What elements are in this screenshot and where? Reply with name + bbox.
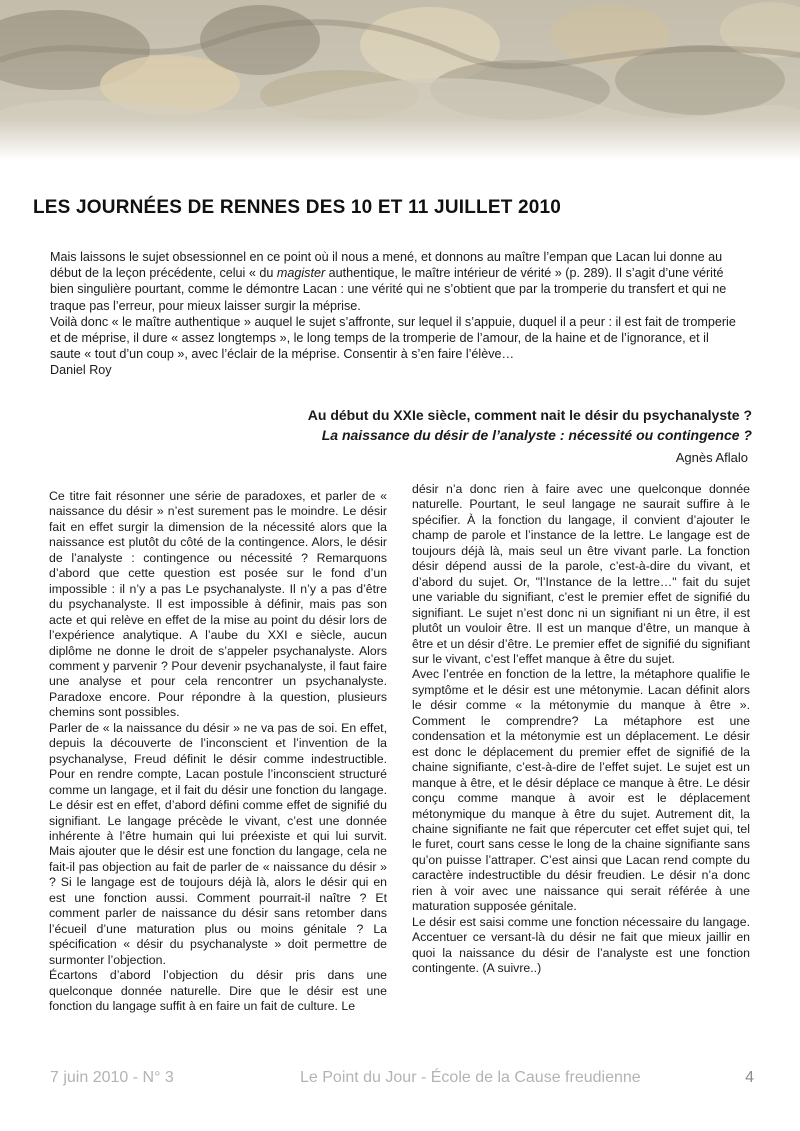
intro-text-part1: Mais laissons le sujet obsessionnel en ce point où il nous a mené, et donnons au maître l’empan que Lacan lui donne au début de la leçon précédente, celui « du [50, 250, 723, 281]
article-header [120, 405, 752, 469]
column-paragraph: Écartons d’abord l’objection du désir pris dans une quelconque donnée naturelle. Dire que le désir est une fonction du langage suffit à en faire un fait de culture. Le [49, 968, 387, 1013]
column-paragraph: désir n’a donc rien à faire avec une quelconque donnée naturelle. Pourtant, le seul langage ne saurait suffire à le spécifier. À la fonction du langage, il convient d’ajouter le champ de parole et l’instance de la lettre. Le langage est de toujours déjà là, mais seul un être vivant parle. La fonction désir dépend aussi de la parole, c’est-à-dire du vivant, et d’abord du sujet. Or, "l’Instance de la lettre…" fait du sujet une variable du signifiant, c’est le premier effet de signifié du signifiant. Le sujet n’est donc ni un signifiant ni un être, il est plutôt un vouloir être. Il est un manque d’être, un manque à être et un désir d’être. Le premier effet de signifié du signifiant sur le vivant, c’est l’effet manque à être du sujet. [412, 482, 750, 666]
intro-section [50, 249, 740, 379]
header-banner-image [0, 0, 800, 158]
intro-paragraph: Voilà donc « le maître authentique » auquel le sujet s’affronte, sur lequel il s’appuie, duquel il a peur : il est fait de tromperie et de méprise, il dure « assez longtemps », le long temps de la tromperie de l’amour, de la haine et de l’ignorance, et il saute « tout d’un coup », avec l’éclair de la méprise. Consentir à s’en faire l’élève… [50, 314, 736, 362]
column-paragraph: Le désir est saisi comme une fonction nécessaire du langage. Accentuer ce versant-là du désir ne fait que mieux jaillir en quoi la naissance du désir de l’analyste est une fonction contingente. (A suivre..) [412, 914, 750, 976]
footer-page-number: 4 [745, 1069, 754, 1086]
decorative-painting [0, 0, 800, 158]
intro-text-magister: magister [276, 266, 326, 281]
column-paragraph: Avec l’entrée en fonction de la lettre, la métaphore qualifie le symptôme et le désir est une métonymie. Lacan définit alors le désir comme « la métonymie du manque à être ». Comment le comprendre? La métaphore est une condensation et la métonymie est un déplacement. Le désir est donc le déplacement du premier effet de signifié de la chaine signifiante, c’est-à-dire de l’effet sujet. Le sujet est un manque à être, et le désir déplace ce manque à être. Le désir conçu comme manque à avoir est le déplacement métonymique du manque à être du sujet. Autrement dit, la chaine signifiante ne fait que répercuter cet effet sujet qui, tel le furet, court sans cesse le long de la chaine signifiante sans qu’on puisse l’attraper. C’est ainsi que Lacan rend compte du caractère indestructible du désir freudien. Le désir n’a donc rien à voir avec une naissance qui serait référée à une maturation supposée génitale. [412, 667, 750, 914]
footer-publication: Le Point du Jour - École de la Cause freudienne [300, 1069, 641, 1086]
footer-date-issue: 7 juin 2010 - N° 3 [50, 1069, 174, 1086]
intro-paragraph [50, 249, 740, 314]
column-paragraph: Parler de « la naissance du désir » ne va pas de soi. En effet, depuis la découverte de l’inconscient et l’invention de la psychanalyse, Freud définit le désir comme indestructible. Pour en rendre compte, Lacan postule l’inconscient structuré comme un langage, et il fait du désir une fonction du langage. Le désir est en effet, d’abord défini comme effet de signifié du signifiant. Le langage précède le vivant, c’est une donnée inhérente à l’être humain qui lui préexiste et qui lui survit. Mais ajouter que le désir est une fonction du langage, cela ne fait-il pas objection au fait de parler de « naissance du désir » ? Si le langage est de toujours déjà là, alors le désir qui en est une fonction aussi. Comment pourrait-il naître ? Et comment parler de naissance du désir sans retomber dans l’écueil d’une maturation plus ou moins génitale ? La spécification « désir du psychanalyste » doit permettre de surmonter l’objection. [49, 720, 387, 967]
intro-text-part2: authentique, le maître intérieur de vérité » (p. 289). Il s’agit d’une vérité bien singulière pourtant, comme le démontre Lacan : une vérité qui ne s’obtient que par la tromperie du transfert et qui ne traque pas l’erreur, pour mieux laisser surgir la méprise. [50, 266, 727, 313]
article-subtitle: La naissance du désir de l’analyste : nécessité ou contingence ? [321, 427, 752, 443]
column-paragraph: Ce titre fait résonner une série de paradoxes, et parler de « naissance du désir » n’est surement pas le moindre. Le désir fait en effet surgir la dimension de la nécessité alors que la naissance est plutôt du côté de la contingence. Alors, le désir de l’analyste : contingence ou nécessité ? Remarquons d’abord que cette question est posée sur le fond d’un impossible : il n’y a pas Le psychanalyste. Il n’y a pas d’être du psychanalyste. Il est impossible à définir, mais pas son acte et qui relève en effet de la mise au point du désir lors de l’expérience analytique. A l’aube du XXI e siècle, aucun diplôme ne donne le droit de s’appeler psychanalyste. Alors comment y parvenir ? Pour devenir psychanalyste, il faut faire une analyse et pour cela rencontrer un psychanalyste. Paradoxe encore. Pour répondre à la question, plusieurs chemins sont possibles. [49, 489, 387, 720]
article-author: Agnès Aflalo [675, 450, 748, 465]
article-title: Au début du XXIe siècle, comment nait le désir du psychanalyste ? [307, 407, 752, 423]
page-title: LES JOURNÉES DE RENNES DES 10 ET 11 JUILLET 2010 [33, 197, 562, 218]
article-column-left [49, 489, 387, 1014]
article-column-right [412, 482, 750, 977]
intro-signature: Daniel Roy [50, 363, 112, 378]
page-footer [50, 1069, 754, 1093]
